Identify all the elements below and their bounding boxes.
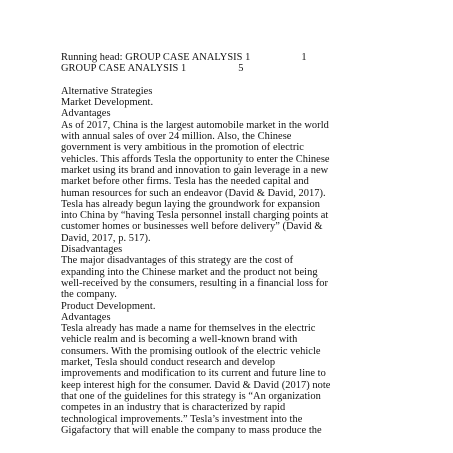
body-line: with annual sales of over 24 million. Also, the Chinese (61, 131, 292, 143)
body-line: Market Development. (61, 97, 154, 109)
body-line: competes in an industry that is characterized by rapid (61, 402, 286, 414)
second-head-label: GROUP CASE ANALYSIS 1 (61, 63, 187, 75)
document-text (61, 52, 441, 436)
running-head-label: Running head: GROUP CASE ANALYSIS 1 (61, 52, 251, 63)
body-line: the company. (61, 289, 117, 301)
body-line: Alternative Strategies (61, 85, 153, 97)
body-line: Tesla already has made a name for themselves in the electric (61, 323, 316, 335)
body-line: well-received by the consumers, resulting in a financial loss for (61, 277, 328, 289)
body-line: customer homes or businesses well before delivery” (David & (61, 221, 323, 233)
body-line: improvements and modification to its current and future line to (61, 368, 326, 380)
body-line: consumers. With the promising outlook of the electric vehicle (61, 345, 321, 357)
body-text (61, 86, 441, 436)
body-line: vehicles. This affords Tesla the opportunity to enter the Chinese (61, 153, 330, 165)
body-line: Gigafactory that will enable the company to mass produce the (61, 424, 322, 436)
body-line: Advantages (61, 108, 111, 120)
body-line: market using its brand and innovation to gain leverage in a new (61, 164, 329, 176)
blank-line (61, 75, 441, 86)
body-line: Disadvantages (61, 244, 123, 256)
body-line: vehicle realm and is becoming a well-known brand with (61, 334, 298, 346)
body-line: market before other firms. Tesla has the needed capital and (61, 176, 309, 188)
second-head (61, 63, 441, 74)
body-line: The major disadvantages of this strategy are the cost of (61, 255, 294, 267)
body-line: Advantages (61, 311, 111, 323)
body-line: into China by “having Tesla personnel install charging points at (61, 210, 329, 222)
body-line: market, Tesla should conduct research and develop (61, 357, 276, 369)
body-line: keep interest high for the consumer. David & David (2017) note (61, 379, 331, 391)
body-line: Product Development. (61, 300, 156, 312)
body-line: government is very ambitious in the promotion of electric (61, 142, 304, 154)
body-line: human resources for such an endeavor (David & David, 2017). (61, 187, 326, 199)
running-head-page-number: 1 (301, 52, 307, 63)
second-head-page-number: 5 (238, 63, 244, 75)
body-line: As of 2017, China is the largest automobile market in the world (61, 119, 329, 131)
body-line: expanding into the Chinese market and the product not being (61, 266, 318, 278)
body-line: Tesla has already begun laying the groundwork for expansion (61, 198, 321, 210)
body-line: that one of the guidelines for this strategy is “An organization (61, 390, 321, 402)
body-line: technological improvements.” Tesla’s investment into the (61, 413, 303, 425)
body-line: David, 2017, p. 517). (61, 232, 151, 244)
running-head (61, 52, 441, 63)
